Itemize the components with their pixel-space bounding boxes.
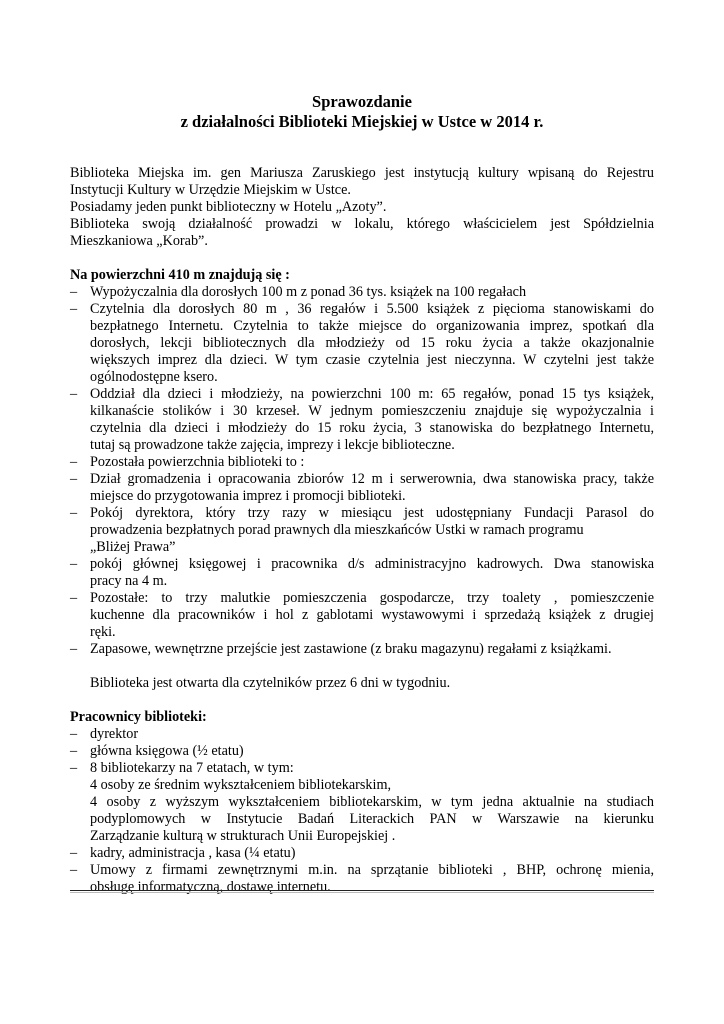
item-line: większych imprez dla dzieci. W tym czasie czytelnia jest nieczynna. W czytelni jest także bbox=[90, 352, 654, 368]
intro-line: Posiadamy jeden punkt biblioteczny w Hotelu „Azoty”. bbox=[70, 199, 387, 215]
list-item bbox=[70, 301, 654, 386]
list-item bbox=[70, 590, 654, 641]
dash-bullet: – bbox=[70, 556, 78, 572]
list-item bbox=[70, 641, 654, 658]
dash-bullet: – bbox=[70, 505, 78, 521]
item-line: dyrektor bbox=[90, 726, 139, 742]
dash-bullet: – bbox=[70, 726, 78, 742]
item-line: bezpłatnego Internetu. Czytelnia to także miejsce do organizowania imprez, spotkań dla bbox=[90, 318, 654, 334]
dash-bullet: – bbox=[70, 862, 78, 878]
staff-section-heading: Pracownicy biblioteki: bbox=[70, 709, 207, 725]
item-line: tutaj są prowadzone także zajęcia, imprezy i lekcje biblioteczne. bbox=[90, 437, 455, 453]
intro-paragraph bbox=[70, 165, 654, 250]
list-item bbox=[70, 284, 654, 301]
item-line: Czytelnia dla dorosłych 80 m , 36 regałów i 5.500 książek z pięcioma stanowiskami do bbox=[90, 301, 654, 317]
item-line: 8 bibliotekarzy na 7 etatach, w tym: bbox=[90, 760, 294, 776]
dash-bullet: – bbox=[70, 454, 78, 470]
intro-line: Instytucji Kultury w Urzędzie Miejskim w Ustce. bbox=[70, 182, 351, 198]
item-line: Zarządzanie kulturą w strukturach Unii Europejskiej . bbox=[90, 828, 396, 844]
intro-line: Biblioteka swoją działalność prowadzi w lokalu, którego właścicielem jest Spółdzielnia bbox=[70, 216, 654, 232]
intro-line: Biblioteka Miejska im. gen Mariusza Zaruskiego jest instytucją kultury wpisaną do Rejestru bbox=[70, 165, 654, 181]
intro-line: Mieszkaniowa „Korab”. bbox=[70, 233, 208, 249]
item-line: pokój głównej księgowej i pracownika d/s administracyjno kadrowych. Dwa stanowiska bbox=[90, 556, 654, 572]
dash-bullet: – bbox=[70, 590, 78, 606]
item-line: podyplomowych w Instytucie Badań Literackich PAN w Warszawie na kierunku bbox=[90, 811, 654, 827]
list-item bbox=[70, 726, 654, 743]
document-subtitle: z działalności Biblioteki Miejskiej w Ustce w 2014 r. bbox=[180, 112, 544, 131]
item-line: kadry, administracja , kasa (¼ etatu) bbox=[90, 845, 296, 861]
list-item bbox=[70, 743, 654, 760]
item-line: ogólnodostępne ksero. bbox=[90, 369, 218, 385]
item-line: 4 osoby z wyższym wykształceniem bibliotekarskim, w tym jedna aktualnie na studiach bbox=[90, 794, 654, 810]
list-item bbox=[70, 845, 654, 862]
area-list bbox=[70, 284, 654, 658]
dash-bullet: – bbox=[70, 760, 78, 776]
item-line: Zapasowe, wewnętrzne przejście jest zastawione (z braku magazynu) regałami z książkami. bbox=[90, 641, 612, 657]
dash-bullet: – bbox=[70, 743, 78, 759]
item-line: obsługę informatyczną, dostawę internetu. bbox=[90, 879, 331, 895]
item-line: ręki. bbox=[90, 624, 116, 640]
item-line: Oddział dla dzieci i młodzieży, na powierzchni 100 m: 65 regałów, ponad 15 tys książek, bbox=[90, 386, 654, 402]
list-item bbox=[70, 505, 654, 556]
item-line: główna księgowa (½ etatu) bbox=[90, 743, 244, 759]
item-line: kilkanaście stolików i 30 krzeseł. W jednym pomieszczeniu znajduje się wypożyczalnia i bbox=[90, 403, 654, 419]
dash-bullet: – bbox=[70, 641, 78, 657]
item-line: Pokój dyrektora, który trzy razy w miesiącu jest udostępniany Fundacji Parasol do bbox=[90, 505, 654, 521]
item-line: 4 osoby ze średnim wykształceniem bibliotekarskim, bbox=[90, 777, 392, 793]
list-item bbox=[70, 386, 654, 454]
bottom-rule bbox=[70, 890, 654, 893]
staff-list bbox=[70, 726, 654, 896]
item-line: Wypożyczalnia dla dorosłych 100 m z ponad 36 tys. książek na 100 regałach bbox=[90, 284, 527, 300]
list-item bbox=[70, 760, 654, 845]
item-line: „Bliżej Prawa” bbox=[90, 539, 176, 555]
item-line: czytelnia dla dzieci i młodzieży do 15 roku życia, 3 stanowiska do bezpłatnego Internetu, bbox=[90, 420, 654, 436]
dash-bullet: – bbox=[70, 301, 78, 317]
dash-bullet: – bbox=[70, 284, 78, 300]
item-line: prowadzenia bezpłatnych porad prawnych dla mieszkańców Ustki w ramach programu bbox=[90, 522, 584, 538]
report-body bbox=[70, 165, 654, 896]
item-line: Umowy z firmami zewnętrznymi m.in. na sprzątanie biblioteki , BHP, ochronę mienia, bbox=[90, 862, 654, 878]
list-item bbox=[70, 556, 654, 590]
item-line: pracy na 4 m. bbox=[90, 573, 168, 589]
item-line: Dział gromadzenia i opracowania zbiorów 12 m i serwerownia, dwa stanowiska pracy, także bbox=[90, 471, 654, 487]
dash-bullet: – bbox=[70, 386, 78, 402]
item-line: Pozostałe: to trzy malutkie pomieszczenia gospodarcze, trzy toalety , pomieszczenie bbox=[90, 590, 654, 606]
item-line: miejsce do przygotowania imprez i promocji biblioteki. bbox=[90, 488, 406, 504]
dash-bullet: – bbox=[70, 845, 78, 861]
item-line: Pozostała powierzchnia biblioteki to : bbox=[90, 454, 305, 470]
dash-bullet: – bbox=[70, 471, 78, 487]
opening-hours-note: Biblioteka jest otwarta dla czytelników przez 6 dni w tygodniu. bbox=[90, 675, 451, 691]
document-title: Sprawozdanie bbox=[312, 92, 412, 111]
list-item bbox=[70, 471, 654, 505]
item-line: kuchenne dla pracowników i hol z gablotami wystawowymi i sprzedażą książek z drugiej bbox=[90, 607, 654, 623]
area-section-heading: Na powierzchni 410 m znajdują się : bbox=[70, 267, 290, 283]
list-item bbox=[70, 454, 654, 471]
item-line: dorosłych, lekcji bibliotecznych dla młodzieży od 15 roku życia a także okazjonalnie bbox=[90, 335, 654, 351]
